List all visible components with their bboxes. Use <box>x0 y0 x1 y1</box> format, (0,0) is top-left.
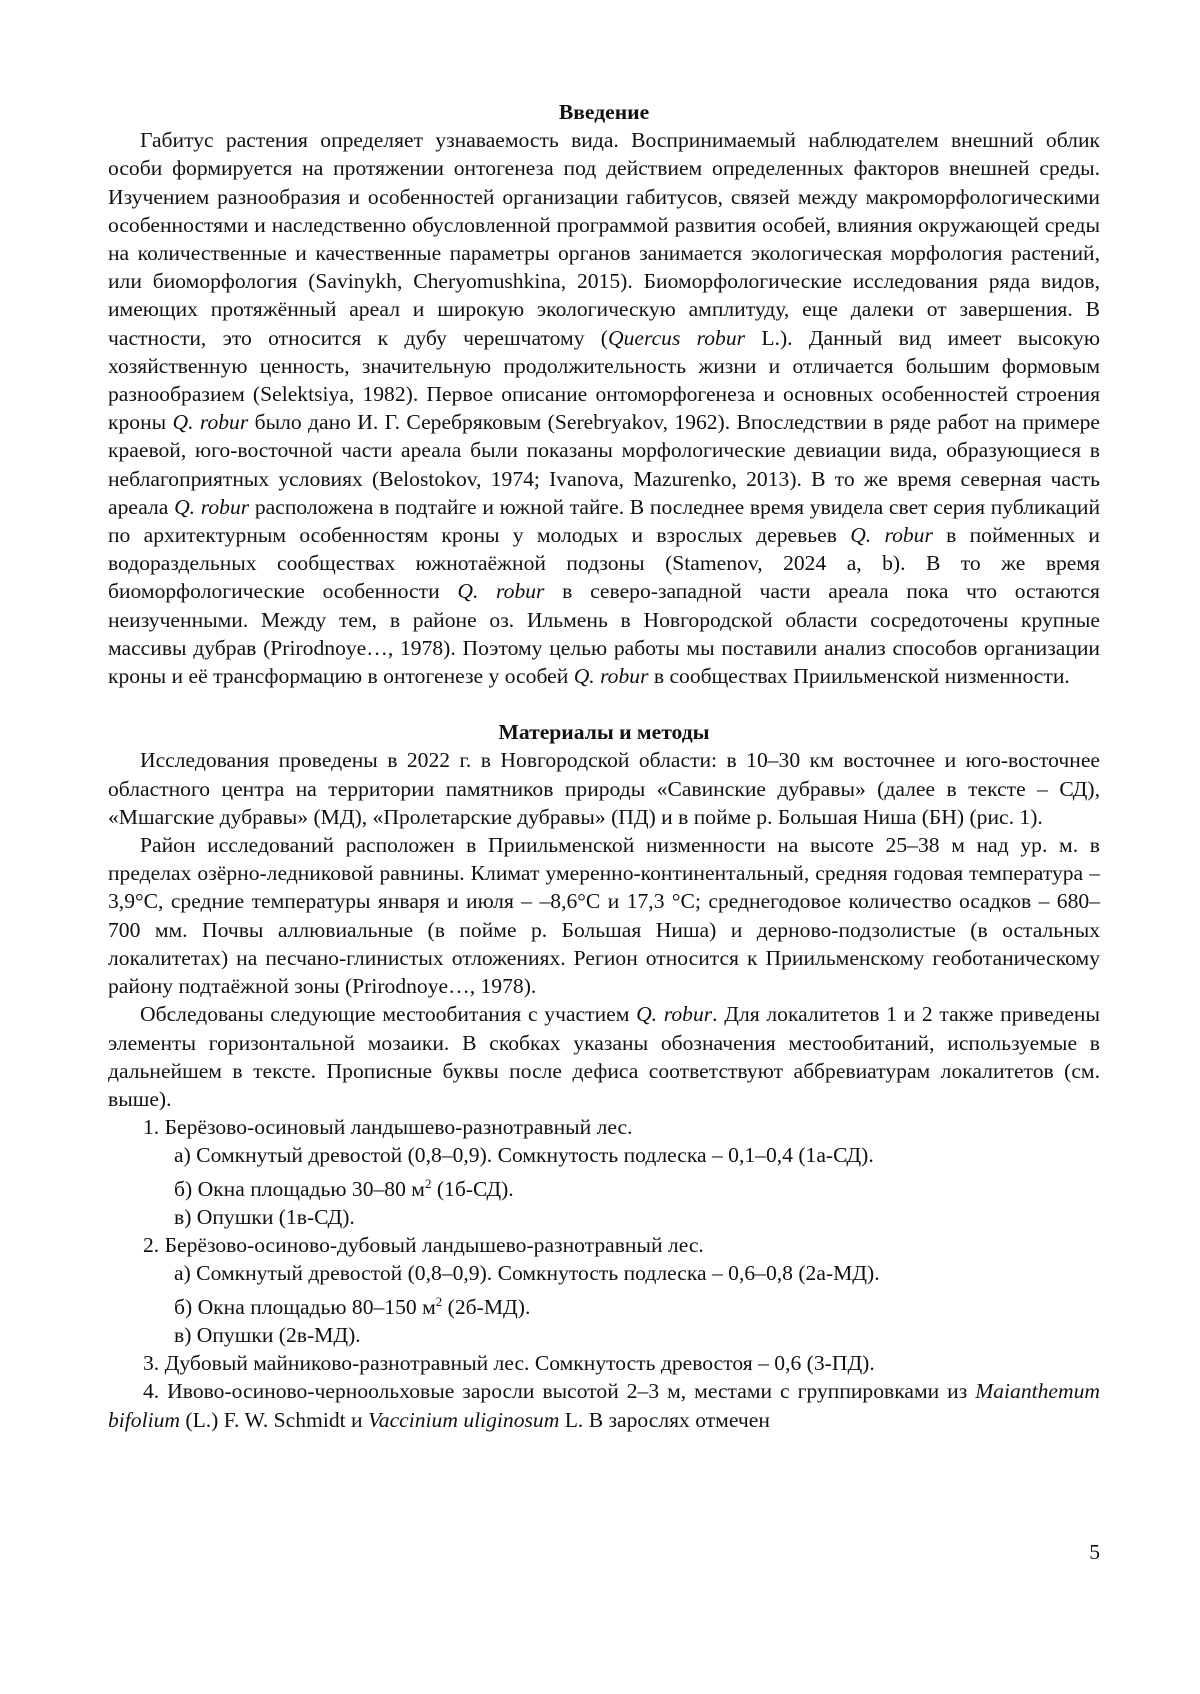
list-item: в) Опушки (2в-МД). <box>174 1322 361 1347</box>
list-item: в) Опушки (1в-СД). <box>174 1204 355 1229</box>
list-item: 1. Берёзово-осиновый ландышево-разнотравный лес. <box>143 1115 633 1140</box>
section-heading-introduction: Введение <box>558 100 650 124</box>
habitat-list <box>108 1113 1100 1434</box>
list-item: б) Окна площадью 80–150 $м^2$ (2б-МД). <box>174 1293 531 1319</box>
methods-paragraph-2: Район исследований расположен в Приильменской низменности на высоте 25–38 м над ур. м. в пределах озёрно-ледниковой равнины. Климат умеренно-континентальный, средняя годовая температура – 3,9°С, средние температуры января и июля – –8,6°С и 17,3 °С; среднегодовое количество осадков – 680–700 мм. Почвы аллювиальные (в пойме р. Большая Ниша) и дерново-подзолистые (в остальных локалитетах) на песчано-глинистых отложениях. Регион относится к Приильменскому геоботаническому району подтаёжной зоны (Prirodnoye…, 1978). <box>108 833 1100 999</box>
list-item: 3. Дубовый майниково-разнотравный лес. Сомкнутость древостоя – 0,6 (3-ПД). <box>143 1351 875 1376</box>
list-item: 4. Ивово-осиново-черноольховые заросли высотой 2–3 м, местами с группировками из Maianthemum bifolium (L.) F. W. Schmidt и Vaccinium uliginosum L. В зарослях отмечен <box>108 1379 1100 1432</box>
list-item: 2. Берёзово-осиново-дубовый ландышево-разнотравный лес. <box>143 1233 704 1258</box>
methods-paragraph-3: Обследованы следующие местообитания с участием Q. robur. Для локалитетов 1 и 2 также приведены элементы горизонтальной мозаики. В скобках указаны обозначения местообитаний, используемые в дальнейшем в тексте. Прописные буквы после дефиса соответствуют аббревиатурам локалитетов (см. выше). <box>108 1002 1100 1111</box>
list-item: а) Сомкнутый древостой (0,8–0,9). Сомкнутость подлеска – 0,6–0,8 (2а-МД). <box>174 1261 880 1286</box>
spacer <box>108 690 1100 718</box>
page-number: 5 <box>1089 1540 1100 1564</box>
text-column <box>108 98 1100 1434</box>
list-item: б) Окна площадью 30–80 $м^2$ (1б-СД). <box>174 1175 514 1201</box>
methods-paragraph-1: Исследования проведены в 2022 г. в Новгородской области: в 10–30 км восточнее и юго-восточнее областного центра на территории памятников природы «Савинские дубравы» (далее в тексте – СД), «Мшагские дубравы» (МД), «Пролетарские дубравы» (ПД) и в пойме р. Большая Ниша (БН) (рис. 1). <box>108 748 1100 829</box>
section-heading-methods: Материалы и методы <box>498 720 710 745</box>
intro-paragraph: Габитус растения определяет узнаваемость вида. Воспринимаемый наблюдателем внешний облик особи формируется на протяжении онтогенеза под действием определенных факторов внешней среды. Изучением разнообразия и особенностей организации габитусов, связей между макроморфологическими особенностями и наследственно обусловленной программой развития особей, влияния окружающей среды на количественные и качественные параметры органов занимается экологическая морфология растений, или биоморфология (Savinykh, Cheryomushkina, 2015). Биоморфологические исследования ряда видов, имеющих протяжённый ареал и широкую экологическую амплитуду, еще далеки от завершения. В частности, это относится к дубу черешчатому (Quercus robur L.). Данный вид имеет высокую хозяйственную ценность, значительную продолжительность жизни и отличается большим формовым разнообразием (Selektsiya, 1982). Первое описание онтоморфогенеза и основных особенностей строения кроны Q. robur было дано И. Г. Серебряковым (Serebryakov, 1962). Впоследствии в ряде работ на примере краевой, юго-восточной части ареала были показаны морфологические девиации вида, образующиеся в неблагоприятных условиях (Belostokov, 1974; Ivanova, Mazurenko, 2013). В то же время северная часть ареала Q. robur расположена в подтайге и южной тайге. В последнее время увидела свет серия публикаций по архитектурным особенностям кроны у молодых и взрослых деревьев Q. robur в пойменных и водораздельных сообществах южнотаёжной подзоны (Stamenov, 2024 a, b). В то же время биоморфологические особенности Q. robur в северо-западной части ареала пока что остаются неизученными. Между тем, в районе оз. Ильмень в Новгородской области сосредоточены крупные массивы дубрав (Prirodnoye…, 1978). Поэтому целью работы мы поставили анализ способов организации кроны и её трансформацию в онтогенезе у особей Q. robur в сообществах Приильменской низменности. <box>108 128 1100 689</box>
list-item: а) Сомкнутый древостой (0,8–0,9). Сомкнутость подлеска – 0,1–0,4 (1а-СД). <box>174 1143 874 1168</box>
